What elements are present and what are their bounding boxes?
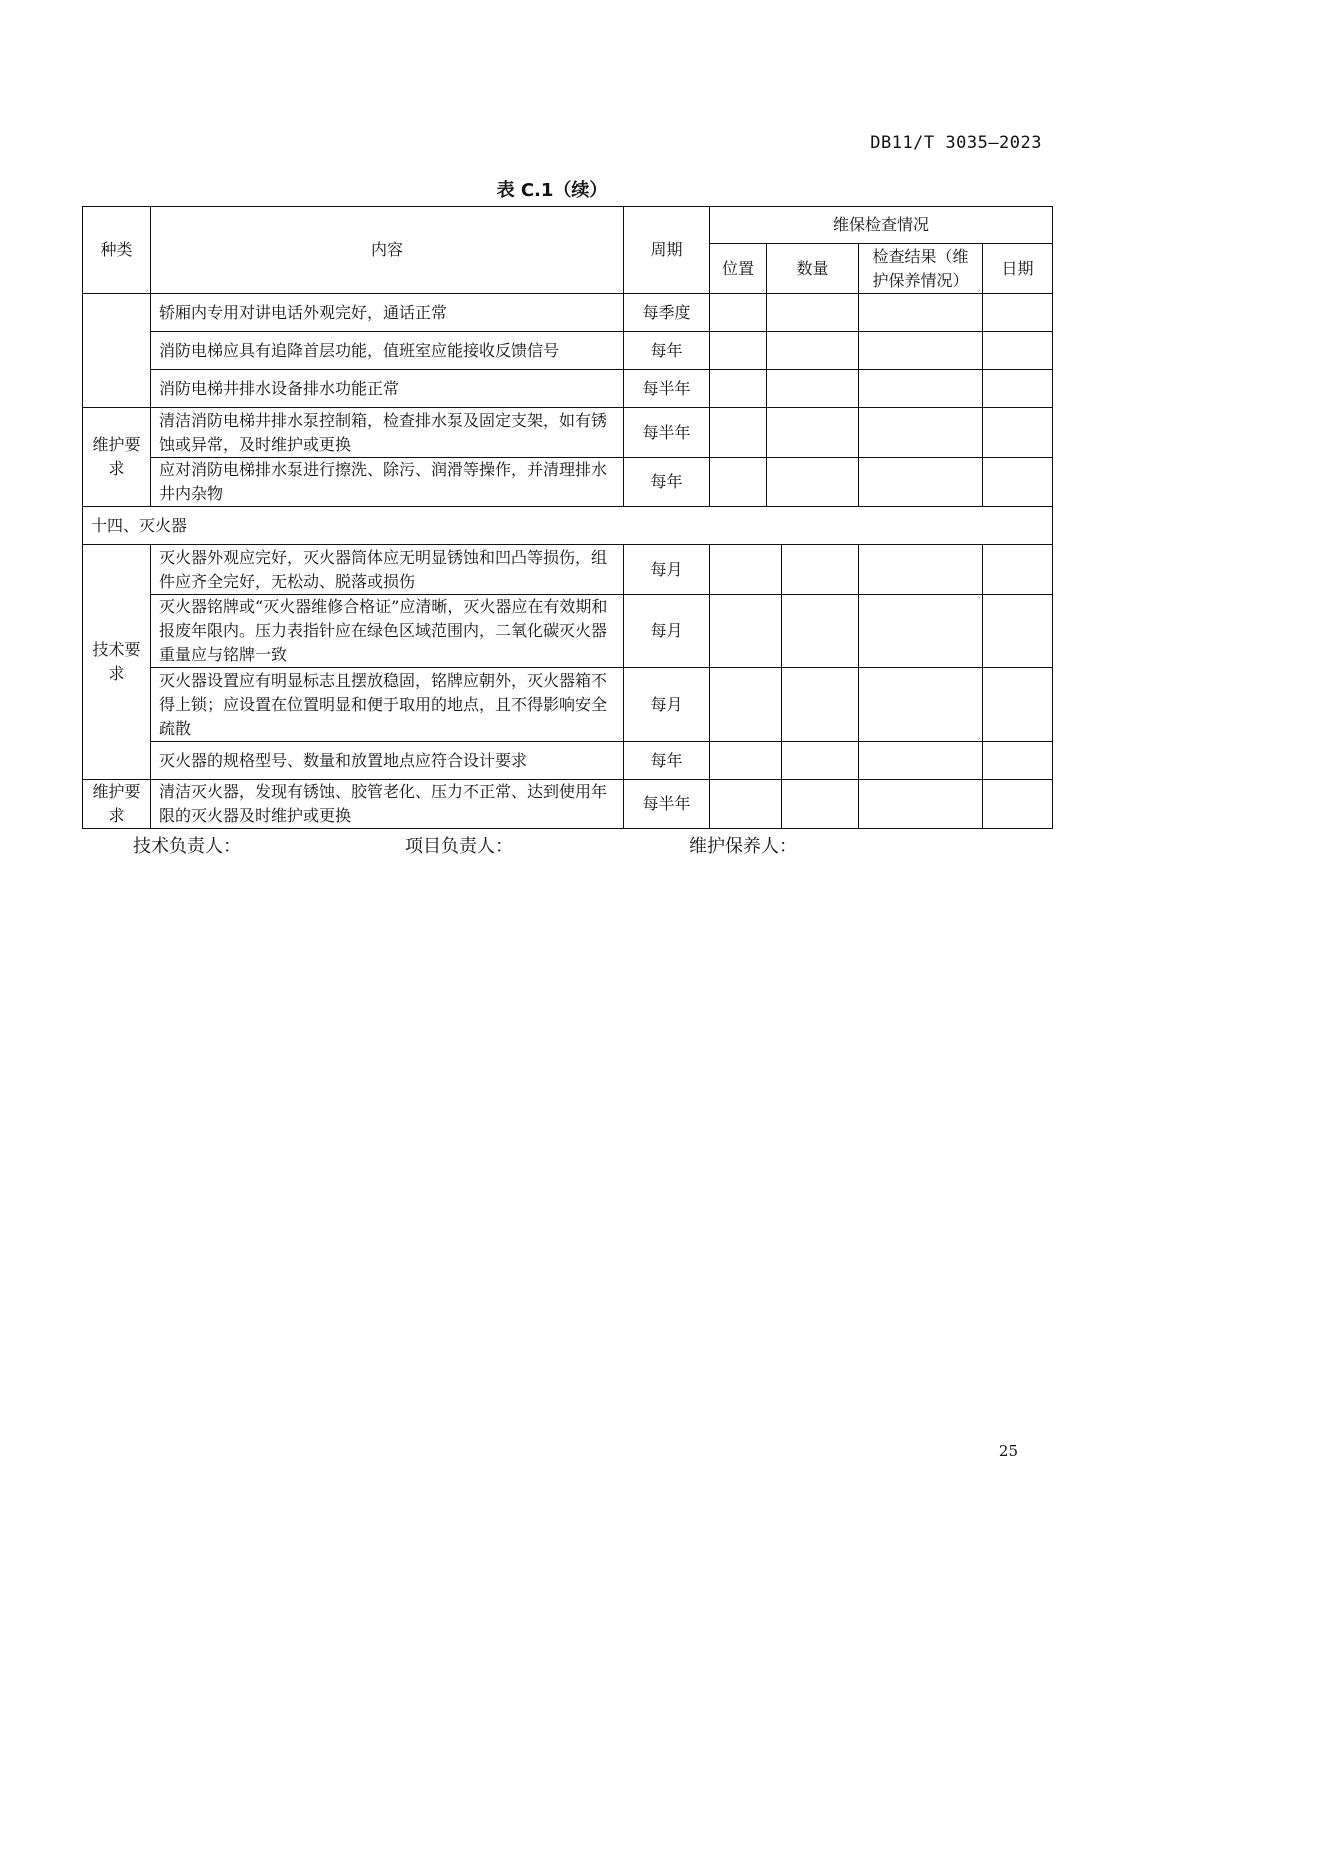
content-cell: 消防电梯井排水设备排水功能正常 xyxy=(151,370,624,408)
quantity-cell[interactable] xyxy=(782,780,859,829)
result-cell[interactable] xyxy=(859,370,983,408)
date-cell[interactable] xyxy=(983,294,1053,332)
cycle-cell: 每月 xyxy=(624,595,710,668)
header-quantity: 数量 xyxy=(767,244,859,294)
section-title: 十四、灭火器 xyxy=(83,507,1053,545)
section-row xyxy=(83,507,1053,545)
header-cycle: 周期 xyxy=(624,207,710,294)
content-cell: 灭火器设置应有明显标志且摆放稳固，铭牌应朝外，灭火器箱不得上锁；应设置在位置明显和便于取用的地点，且不得影响安全疏散 xyxy=(151,668,624,742)
cycle-cell: 每半年 xyxy=(624,370,710,408)
result-cell[interactable] xyxy=(859,780,983,829)
header-result: 检查结果（维护保养情况） xyxy=(859,244,983,294)
date-cell[interactable] xyxy=(983,370,1053,408)
table-row xyxy=(83,742,1053,780)
table-row xyxy=(83,294,1053,332)
quantity-cell[interactable] xyxy=(767,458,859,507)
quantity-cell[interactable] xyxy=(767,408,859,458)
table-row xyxy=(83,595,1053,668)
position-cell[interactable] xyxy=(710,458,767,507)
position-cell[interactable] xyxy=(710,595,782,668)
result-cell[interactable] xyxy=(859,668,983,742)
quantity-cell[interactable] xyxy=(782,668,859,742)
page-number: 25 xyxy=(998,1442,1018,1460)
result-cell[interactable] xyxy=(859,545,983,595)
header-row xyxy=(83,207,1053,244)
quantity-cell[interactable] xyxy=(767,294,859,332)
standard-number: DB11/T 3035—2023 xyxy=(870,133,1042,153)
position-cell[interactable] xyxy=(710,408,767,458)
cycle-cell: 每季度 xyxy=(624,294,710,332)
quantity-cell[interactable] xyxy=(767,370,859,408)
date-cell[interactable] xyxy=(983,332,1053,370)
position-cell[interactable] xyxy=(710,294,767,332)
maintenance-table xyxy=(82,206,1053,545)
header-category: 种类 xyxy=(83,207,151,294)
position-cell[interactable] xyxy=(710,742,782,780)
maintenance-table-extinguisher xyxy=(82,544,1053,829)
content-cell: 轿厢内专用对讲电话外观完好，通话正常 xyxy=(151,294,624,332)
cycle-cell: 每年 xyxy=(624,332,710,370)
header-position: 位置 xyxy=(710,244,767,294)
table-row xyxy=(83,545,1053,595)
cycle-cell: 每半年 xyxy=(624,408,710,458)
table-row xyxy=(83,408,1053,458)
project-lead-label: 项目负责人： xyxy=(405,836,513,857)
date-cell[interactable] xyxy=(983,545,1053,595)
content-cell: 清洁消防电梯井排水泵控制箱，检查排水泵及固定支架，如有锈蚀或异常，及时维护或更换 xyxy=(151,408,624,458)
date-cell[interactable] xyxy=(983,595,1053,668)
quantity-cell[interactable] xyxy=(767,332,859,370)
maintainer-label: 维护保养人： xyxy=(689,836,797,857)
content-cell: 清洁灭火器，发现有锈蚀、胶管老化、压力不正常、达到使用年限的灭火器及时维护或更换 xyxy=(151,780,624,829)
quantity-cell[interactable] xyxy=(782,545,859,595)
technical-lead-label: 技术负责人： xyxy=(133,836,241,857)
category-cell: 维护要求 xyxy=(83,408,151,507)
position-cell[interactable] xyxy=(710,332,767,370)
category-cell-empty xyxy=(83,294,151,408)
cycle-cell: 每月 xyxy=(624,545,710,595)
content-cell: 灭火器外观应完好，灭火器筒体应无明显锈蚀和凹凸等损伤，组件应齐全完好，无松动、脱落或损伤 xyxy=(151,545,624,595)
position-cell[interactable] xyxy=(710,545,782,595)
position-cell[interactable] xyxy=(710,370,767,408)
content-cell: 消防电梯应具有追降首层功能，值班室应能接收反馈信号 xyxy=(151,332,624,370)
result-cell[interactable] xyxy=(859,408,983,458)
table-row xyxy=(83,458,1053,507)
content-cell: 应对消防电梯排水泵进行擦洗、除污、润滑等操作，并清理排水井内杂物 xyxy=(151,458,624,507)
result-cell[interactable] xyxy=(859,742,983,780)
content-cell: 灭火器的规格型号、数量和放置地点应符合设计要求 xyxy=(151,742,624,780)
header-content: 内容 xyxy=(151,207,624,294)
position-cell[interactable] xyxy=(710,780,782,829)
cycle-cell: 每年 xyxy=(624,458,710,507)
result-cell[interactable] xyxy=(859,595,983,668)
table-caption: 表 C.1（续） xyxy=(496,180,608,201)
position-cell[interactable] xyxy=(710,668,782,742)
category-cell: 维护要求 xyxy=(83,780,151,829)
content-cell: 灭火器铭牌或“灭火器维修合格证”应清晰，灭火器应在有效期和报废年限内。压力表指针应在绿色区域范围内，二氧化碳灭火器重量应与铭牌一致 xyxy=(151,595,624,668)
table-row xyxy=(83,370,1053,408)
header-inspection-group: 维保检查情况 xyxy=(710,207,1053,244)
table-row xyxy=(83,780,1053,829)
result-cell[interactable] xyxy=(859,458,983,507)
signature-line xyxy=(133,832,1033,858)
result-cell[interactable] xyxy=(859,332,983,370)
table-row xyxy=(83,332,1053,370)
cycle-cell: 每月 xyxy=(624,668,710,742)
result-cell[interactable] xyxy=(859,294,983,332)
date-cell[interactable] xyxy=(983,780,1053,829)
table-row xyxy=(83,668,1053,742)
date-cell[interactable] xyxy=(983,458,1053,507)
date-cell[interactable] xyxy=(983,408,1053,458)
cycle-cell: 每半年 xyxy=(624,780,710,829)
quantity-cell[interactable] xyxy=(782,742,859,780)
category-cell: 技术要求 xyxy=(83,545,151,780)
quantity-cell[interactable] xyxy=(782,595,859,668)
date-cell[interactable] xyxy=(983,668,1053,742)
date-cell[interactable] xyxy=(983,742,1053,780)
header-date: 日期 xyxy=(983,244,1053,294)
cycle-cell: 每年 xyxy=(624,742,710,780)
